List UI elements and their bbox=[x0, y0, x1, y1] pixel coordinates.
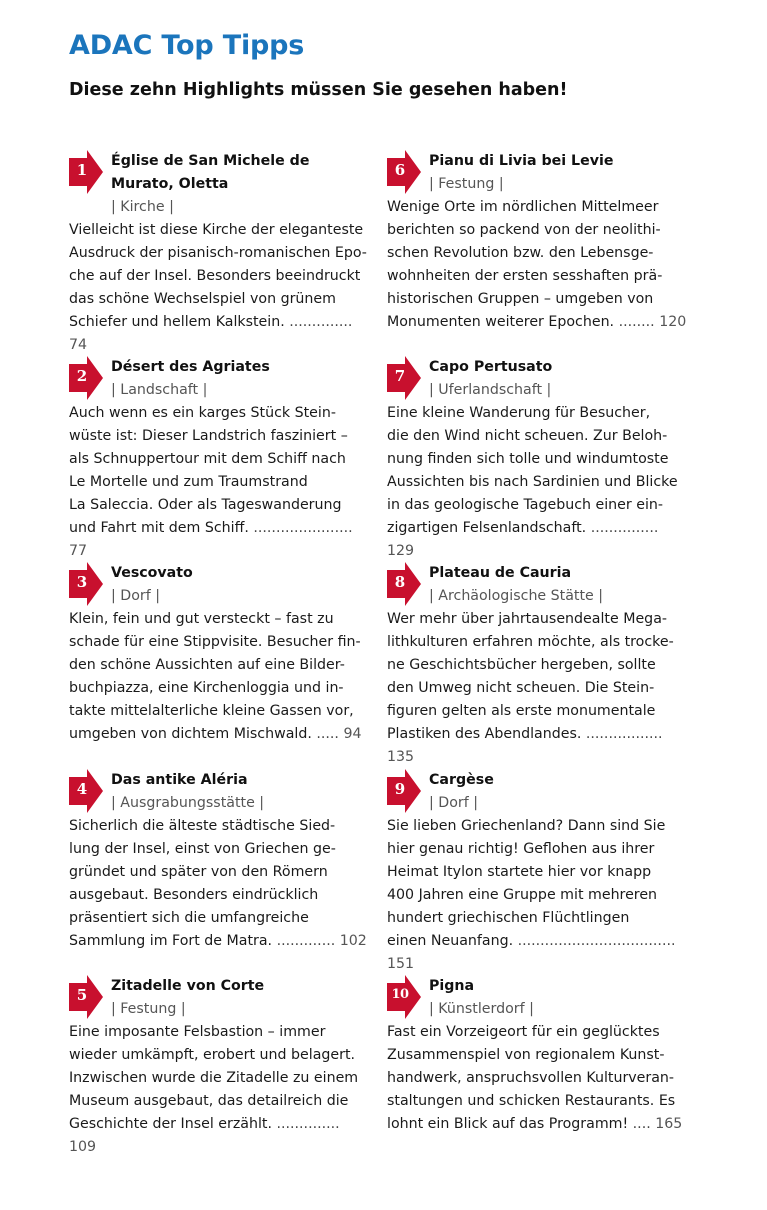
tip-description-line bbox=[69, 815, 369, 838]
tip-description-text: La Saleccia. Oder als Tageswanderung bbox=[69, 497, 342, 513]
page-leader-dots: ............. bbox=[276, 933, 336, 949]
page-reference: 109 bbox=[69, 1139, 97, 1155]
tip-description-text: Vielleicht ist diese Kirche der eleganteste bbox=[69, 222, 364, 238]
tip-description-line bbox=[69, 608, 369, 631]
tip-category: | Kirche | bbox=[111, 199, 174, 215]
page-leader-dots: ...................... bbox=[253, 520, 353, 536]
tip-description-text: ausgebaut. Besonders eindrücklich bbox=[69, 887, 319, 903]
tip-name: Plateau de Cauria bbox=[429, 565, 572, 581]
tip-name: Capo Pertusato bbox=[429, 359, 553, 375]
page-leader-dots: .............. bbox=[289, 314, 353, 330]
number-marker-icon bbox=[387, 769, 421, 813]
tip-description-text: Zusammenspiel von regionalem Kunst- bbox=[387, 1047, 665, 1063]
tip-description-text: Geschichte der Insel erzählt. bbox=[69, 1116, 272, 1132]
page-reference: 151 bbox=[387, 956, 415, 972]
tip-entry bbox=[387, 150, 687, 334]
page-reference: 129 bbox=[387, 543, 415, 559]
tip-description-line bbox=[387, 930, 687, 976]
tip-description-text: schen Revolution bzw. den Lebensge- bbox=[387, 245, 654, 261]
tip-description-text: berichten so packend von der neolithi- bbox=[387, 222, 661, 238]
tip-description-text: Sammlung im Fort de Matra. bbox=[69, 933, 273, 949]
tip-description-line bbox=[69, 1067, 369, 1090]
tip-number: 2 bbox=[76, 367, 88, 385]
tip-description-text: das schöne Wechselspiel von grünem bbox=[69, 291, 336, 307]
number-marker-icon bbox=[69, 562, 103, 606]
tip-number: 5 bbox=[76, 986, 88, 1004]
page-leader-dots: ................. bbox=[585, 726, 663, 742]
tip-heading bbox=[69, 562, 369, 608]
tip-description-text: handwerk, anspruchsvollen Kulturveran- bbox=[387, 1070, 675, 1086]
tip-description-line bbox=[69, 884, 369, 907]
tip-number: 8 bbox=[394, 573, 406, 591]
tip-description-text: Wenige Orte im nördlichen Mittelmeer bbox=[387, 199, 659, 215]
page-reference: 102 bbox=[339, 933, 367, 949]
tip-description-text: historischen Gruppen – umgeben von bbox=[387, 291, 654, 307]
tip-heading bbox=[69, 769, 369, 815]
tip-name: Vescovato bbox=[111, 565, 193, 581]
page-title: ADAC Top Tipps bbox=[69, 30, 305, 61]
tip-description-line bbox=[387, 196, 687, 219]
tip-entry bbox=[69, 150, 369, 357]
tip-description-text: Monumenten weiterer Epochen. bbox=[387, 314, 615, 330]
tip-description-line bbox=[387, 219, 687, 242]
tip-description-line bbox=[387, 723, 687, 769]
tip-description-text: Wer mehr über jahrtausendealte Mega- bbox=[387, 611, 668, 627]
page-leader-dots: .... bbox=[632, 1116, 651, 1132]
tip-description-text: wüste ist: Dieser Landstrich fasziniert – bbox=[69, 428, 348, 444]
tip-description-text: Klein, fein und gut versteckt – fast zu bbox=[69, 611, 334, 627]
tip-heading bbox=[387, 975, 687, 1021]
tip-heading bbox=[387, 150, 687, 196]
tip-number: 9 bbox=[394, 780, 406, 798]
tip-description-text: und Fahrt mit dem Schiff. bbox=[69, 520, 249, 536]
tip-name: Murato, Oletta bbox=[111, 176, 229, 192]
tip-description-line bbox=[387, 1021, 687, 1044]
tip-description-line bbox=[69, 425, 369, 448]
number-marker-icon bbox=[69, 769, 103, 813]
tip-number: 4 bbox=[76, 780, 88, 798]
tip-description-line bbox=[69, 1021, 369, 1044]
tip-description-line bbox=[69, 1044, 369, 1067]
number-marker-icon bbox=[387, 562, 421, 606]
tip-description-line bbox=[69, 517, 369, 563]
page-leader-dots: ............... bbox=[590, 520, 659, 536]
tip-description-text: Museum ausgebaut, das detailreich die bbox=[69, 1093, 349, 1109]
page-reference: 94 bbox=[343, 726, 362, 742]
tip-description-line bbox=[387, 1090, 687, 1113]
tip-description-line bbox=[387, 471, 687, 494]
tip-description-text: umgeben von dichtem Mischwald. bbox=[69, 726, 312, 742]
tip-description-text: hundert griechischen Flüchtlingen bbox=[387, 910, 630, 926]
tip-description-text: hier genau richtig! Geflohen aus ihrer bbox=[387, 841, 655, 857]
page-subtitle: Diese zehn Highlights müssen Sie gesehen haben! bbox=[69, 80, 568, 100]
tip-description-line bbox=[69, 288, 369, 311]
tip-heading bbox=[69, 975, 369, 1021]
tip-category: | Künstlerdorf | bbox=[429, 1001, 534, 1017]
tip-number: 1 bbox=[76, 161, 88, 179]
tip-name: Désert des Agriates bbox=[111, 359, 270, 375]
tip-description-text: gründet und später von den Römern bbox=[69, 864, 328, 880]
tip-description-line bbox=[69, 494, 369, 517]
tip-description-line bbox=[69, 700, 369, 723]
tip-entry bbox=[387, 769, 687, 976]
tip-description-line bbox=[69, 723, 369, 746]
tip-number: 3 bbox=[76, 573, 88, 591]
tip-description-line bbox=[387, 677, 687, 700]
tip-category: | Archäologische Stätte | bbox=[429, 588, 604, 604]
number-marker-icon bbox=[69, 356, 103, 400]
tip-entry bbox=[69, 975, 369, 1159]
page-leader-dots: ........ bbox=[618, 314, 655, 330]
tip-description-text: 400 Jahren eine Gruppe mit mehreren bbox=[387, 887, 658, 903]
tip-description-line bbox=[387, 448, 687, 471]
tip-heading bbox=[69, 150, 369, 219]
tip-description-text: Plastiken des Abendlandes. bbox=[387, 726, 582, 742]
tip-description-line bbox=[387, 1067, 687, 1090]
page-reference: 120 bbox=[659, 314, 687, 330]
tip-description-text: einen Neuanfang. bbox=[387, 933, 514, 949]
tip-category: | Ausgrabungsstätte | bbox=[111, 795, 265, 811]
page-leader-dots: ................................... bbox=[517, 933, 676, 949]
page-reference: 165 bbox=[655, 1116, 683, 1132]
tip-name: Zitadelle von Corte bbox=[111, 978, 265, 994]
tip-description-text: Heimat Itylon startete hier vor knapp bbox=[387, 864, 652, 880]
tip-description-line bbox=[69, 311, 369, 357]
tip-description-line bbox=[69, 402, 369, 425]
tip-description-text: Schiefer und hellem Kalkstein. bbox=[69, 314, 285, 330]
tip-entry bbox=[69, 562, 369, 746]
tip-description-text: Le Mortelle und zum Traumstrand bbox=[69, 474, 308, 490]
tip-description-text: Sicherlich die älteste städtische Sied- bbox=[69, 818, 336, 834]
tip-description-line bbox=[387, 494, 687, 517]
tip-name: Pianu di Livia bei Levie bbox=[429, 153, 614, 169]
page-reference: 135 bbox=[387, 749, 415, 765]
page-reference: 77 bbox=[69, 543, 88, 559]
tip-description-text: lithkulturen erfahren möchte, als trocke- bbox=[387, 634, 674, 650]
tip-description-text: staltungen und schicken Restaurants. Es bbox=[387, 1093, 676, 1109]
tip-name: Cargèse bbox=[429, 772, 494, 788]
tip-description-line bbox=[69, 265, 369, 288]
tip-category: | Dorf | bbox=[111, 588, 161, 604]
tip-description-text: wieder umkämpft, erobert und belagert. bbox=[69, 1047, 356, 1063]
tip-description-line bbox=[69, 631, 369, 654]
tip-description-text: Sie lieben Griechenland? Dann sind Sie bbox=[387, 818, 666, 834]
tip-description-text: nung finden sich tolle und windumtoste bbox=[387, 451, 669, 467]
number-marker-icon bbox=[387, 356, 421, 400]
tip-description-text: die den Wind nicht scheuen. Zur Beloh- bbox=[387, 428, 668, 444]
tip-description-line bbox=[69, 861, 369, 884]
tip-description-text: lung der Insel, einst von Griechen ge- bbox=[69, 841, 336, 857]
tip-description-line bbox=[387, 608, 687, 631]
tip-category: | Festung | bbox=[111, 1001, 186, 1017]
tip-description-text: präsentiert sich die umfangreiche bbox=[69, 910, 309, 926]
tip-description-line bbox=[69, 1090, 369, 1113]
tip-description-text: figuren gelten als erste monumentale bbox=[387, 703, 656, 719]
tip-description-line bbox=[69, 930, 369, 953]
tip-description-line bbox=[69, 677, 369, 700]
tip-category: | Uferlandschaft | bbox=[429, 382, 552, 398]
tip-description-line bbox=[69, 471, 369, 494]
tip-description-line bbox=[387, 242, 687, 265]
tip-description-text: che auf der Insel. Besonders beeindruckt bbox=[69, 268, 361, 284]
tip-category: | Dorf | bbox=[429, 795, 479, 811]
tip-entry bbox=[387, 975, 687, 1136]
tip-description-line bbox=[387, 884, 687, 907]
tip-description-line bbox=[69, 654, 369, 677]
number-marker-icon bbox=[69, 150, 103, 194]
tip-description-line bbox=[69, 1113, 369, 1159]
tip-name: Das antike Aléria bbox=[111, 772, 248, 788]
tip-description-line bbox=[387, 631, 687, 654]
tip-description-text: in das geologische Tagebuch einer ein- bbox=[387, 497, 664, 513]
tip-description-text: wohnheiten der ersten sesshaften prä- bbox=[387, 268, 663, 284]
tip-description-line bbox=[69, 242, 369, 265]
tip-description-text: Ausdruck der pisanisch-romanischen Epo- bbox=[69, 245, 367, 261]
tip-name: Église de San Michele de bbox=[111, 153, 310, 169]
tip-description-text: den Umweg nicht scheuen. Die Stein- bbox=[387, 680, 655, 696]
tip-description-text: Aussichten bis nach Sardinien und Blicke bbox=[387, 474, 678, 490]
tip-description-text: ne Geschichtsbücher hergeben, sollte bbox=[387, 657, 656, 673]
tip-description-line bbox=[69, 219, 369, 242]
tip-category: | Festung | bbox=[429, 176, 504, 192]
tip-description-line bbox=[387, 654, 687, 677]
tip-description-text: zigartigen Felsenlandschaft. bbox=[387, 520, 587, 536]
tip-number: 10 bbox=[391, 987, 409, 1002]
tip-heading bbox=[387, 356, 687, 402]
tip-description-line bbox=[387, 838, 687, 861]
tip-description-line bbox=[387, 288, 687, 311]
tip-entry bbox=[69, 356, 369, 563]
tip-description-line bbox=[387, 425, 687, 448]
tip-description-line bbox=[387, 265, 687, 288]
number-marker-icon bbox=[69, 975, 103, 1019]
tip-description-text: Eine kleine Wanderung für Besucher, bbox=[387, 405, 651, 421]
tip-heading bbox=[69, 356, 369, 402]
tip-description-line bbox=[387, 861, 687, 884]
tip-number: 6 bbox=[394, 161, 406, 179]
tip-description-line bbox=[69, 838, 369, 861]
tip-heading bbox=[387, 769, 687, 815]
tip-description-line bbox=[387, 517, 687, 563]
page-leader-dots: .............. bbox=[276, 1116, 340, 1132]
tip-description-line bbox=[387, 402, 687, 425]
tip-description-line bbox=[387, 907, 687, 930]
tip-description-line bbox=[387, 700, 687, 723]
tip-description-text: Auch wenn es ein karges Stück Stein- bbox=[69, 405, 336, 421]
tip-description-line bbox=[387, 311, 687, 334]
tip-entry bbox=[387, 562, 687, 769]
tip-description-line bbox=[387, 1044, 687, 1067]
tip-description-text: takte mittelalterliche kleine Gassen vor, bbox=[69, 703, 354, 719]
tip-description-text: den schöne Aussichten auf eine Bilder- bbox=[69, 657, 345, 673]
tip-entry bbox=[387, 356, 687, 563]
number-marker-icon bbox=[387, 975, 421, 1019]
number-marker-icon bbox=[387, 150, 421, 194]
tip-description-text: als Schnuppertour mit dem Schiff nach bbox=[69, 451, 346, 467]
tip-description-line bbox=[387, 815, 687, 838]
tip-description-line bbox=[69, 448, 369, 471]
tip-heading bbox=[387, 562, 687, 608]
tip-number: 7 bbox=[394, 367, 406, 385]
tip-description-text: lohnt ein Blick auf das Programm! bbox=[387, 1116, 629, 1132]
tip-description-text: schade für eine Stippvisite. Besucher fin- bbox=[69, 634, 361, 650]
tip-category: | Landschaft | bbox=[111, 382, 208, 398]
tip-description-text: Inzwischen wurde die Zitadelle zu einem bbox=[69, 1070, 359, 1086]
tip-name: Pigna bbox=[429, 978, 475, 994]
tip-description-text: Eine imposante Felsbastion – immer bbox=[69, 1024, 326, 1040]
tip-description-text: Fast ein Vorzeigeort für ein geglücktes bbox=[387, 1024, 660, 1040]
tip-entry bbox=[69, 769, 369, 953]
page-leader-dots: ..... bbox=[316, 726, 339, 742]
page-reference: 74 bbox=[69, 337, 88, 353]
tip-description-text: buchpiazza, eine Kirchenloggia und in- bbox=[69, 680, 344, 696]
tip-description-line bbox=[69, 907, 369, 930]
tip-description-line bbox=[387, 1113, 687, 1136]
